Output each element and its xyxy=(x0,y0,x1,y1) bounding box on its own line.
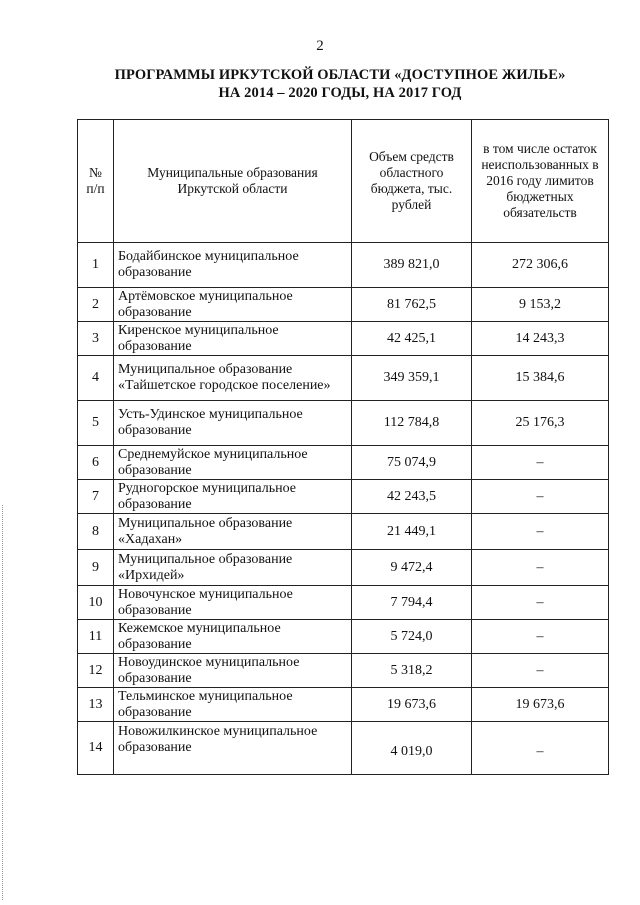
row-number: 6 xyxy=(78,446,114,480)
row-municipality-name: Новочунское муниципальное образование xyxy=(114,586,352,620)
table-row xyxy=(78,480,609,514)
row-budget-value: 4 019,0 xyxy=(352,722,472,775)
row-budget-value: 7 794,4 xyxy=(352,586,472,620)
row-budget-value: 9 472,4 xyxy=(352,550,472,586)
row-unused-remainder: 9 153,2 xyxy=(472,288,609,322)
row-municipality-name: Новожилкинское муниципальное образование xyxy=(114,722,352,775)
row-budget-value: 42 425,1 xyxy=(352,322,472,356)
row-municipality-name: Муниципальное образование «Хадахан» xyxy=(114,514,352,550)
table-row xyxy=(78,586,609,620)
row-budget-value: 42 243,5 xyxy=(352,480,472,514)
row-unused-remainder: – xyxy=(472,446,609,480)
row-unused-remainder: 25 176,3 xyxy=(472,401,609,446)
title-line-2: НА 2014 – 2020 ГОДЫ, НА 2017 ГОД xyxy=(218,85,462,101)
row-budget-value: 19 673,6 xyxy=(352,688,472,722)
row-municipality-name: Новоудинское муниципальное образование xyxy=(114,654,352,688)
row-unused-remainder: 19 673,6 xyxy=(472,688,609,722)
row-budget-value: 389 821,0 xyxy=(352,243,472,288)
row-unused-remainder: – xyxy=(472,514,609,550)
table-row xyxy=(78,288,609,322)
row-unused-remainder: – xyxy=(472,480,609,514)
row-budget-value: 75 074,9 xyxy=(352,446,472,480)
row-number: 12 xyxy=(78,654,114,688)
row-number: 10 xyxy=(78,586,114,620)
row-municipality-name: Муниципальное образование «Ирхидей» xyxy=(114,550,352,586)
page-number: 2 xyxy=(316,38,324,54)
table-row xyxy=(78,514,609,550)
allocation-table xyxy=(77,119,609,775)
row-number: 11 xyxy=(78,620,114,654)
table-row xyxy=(78,620,609,654)
row-budget-value: 5 318,2 xyxy=(352,654,472,688)
row-number: 13 xyxy=(78,688,114,722)
row-unused-remainder: 272 306,6 xyxy=(472,243,609,288)
table-header-row xyxy=(78,120,609,243)
row-budget-value: 21 449,1 xyxy=(352,514,472,550)
row-municipality-name: Кежемское муниципальное образование xyxy=(114,620,352,654)
row-number: 2 xyxy=(78,288,114,322)
row-budget-value: 81 762,5 xyxy=(352,288,472,322)
row-number: 9 xyxy=(78,550,114,586)
table-row xyxy=(78,722,609,775)
table-body xyxy=(78,243,609,775)
header-value: Объем средств областного бюджета, тыс. рублей xyxy=(352,120,472,243)
row-unused-remainder: 14 243,3 xyxy=(472,322,609,356)
row-number: 4 xyxy=(78,356,114,401)
row-number: 14 xyxy=(78,722,114,775)
row-unused-remainder: – xyxy=(472,586,609,620)
row-municipality-name: Муниципальное образование «Тайшетское городское поселение» xyxy=(114,356,352,401)
row-municipality-name: Усть-Удинское муниципальное образование xyxy=(114,401,352,446)
table-row xyxy=(78,322,609,356)
row-number: 3 xyxy=(78,322,114,356)
table-row xyxy=(78,654,609,688)
row-unused-remainder: – xyxy=(472,654,609,688)
table-row xyxy=(78,446,609,480)
row-number: 8 xyxy=(78,514,114,550)
row-municipality-name: Рудногорское муниципальное образование xyxy=(114,480,352,514)
title-line-1: ПРОГРАММЫ ИРКУТСКОЙ ОБЛАСТИ «ДОСТУПНОЕ ЖИЛЬЕ» xyxy=(114,67,566,83)
row-municipality-name: Среднемуйское муниципальное образование xyxy=(114,446,352,480)
scan-edge-marks xyxy=(2,505,5,900)
row-unused-remainder: – xyxy=(472,620,609,654)
table-row xyxy=(78,688,609,722)
row-budget-value: 5 724,0 xyxy=(352,620,472,654)
header-rest: в том числе остаток неиспользованных в 2016 году лимитов бюджетных обязательств xyxy=(472,120,609,243)
row-budget-value: 112 784,8 xyxy=(352,401,472,446)
row-municipality-name: Тельминское муниципальное образование xyxy=(114,688,352,722)
row-number: 5 xyxy=(78,401,114,446)
header-name: Муниципальные образования Иркутской области xyxy=(114,120,352,243)
table-row xyxy=(78,401,609,446)
table-row xyxy=(78,243,609,288)
table-row xyxy=(78,550,609,586)
document-title xyxy=(60,66,620,102)
table-row xyxy=(78,356,609,401)
row-unused-remainder: – xyxy=(472,722,609,775)
row-unused-remainder: 15 384,6 xyxy=(472,356,609,401)
row-number: 1 xyxy=(78,243,114,288)
header-num: № п/п xyxy=(78,120,114,243)
row-number: 7 xyxy=(78,480,114,514)
row-municipality-name: Бодайбинское муниципальное образование xyxy=(114,243,352,288)
row-municipality-name: Киренское муниципальное образование xyxy=(114,322,352,356)
row-unused-remainder: – xyxy=(472,550,609,586)
row-municipality-name: Артёмовское муниципальное образование xyxy=(114,288,352,322)
row-budget-value: 349 359,1 xyxy=(352,356,472,401)
